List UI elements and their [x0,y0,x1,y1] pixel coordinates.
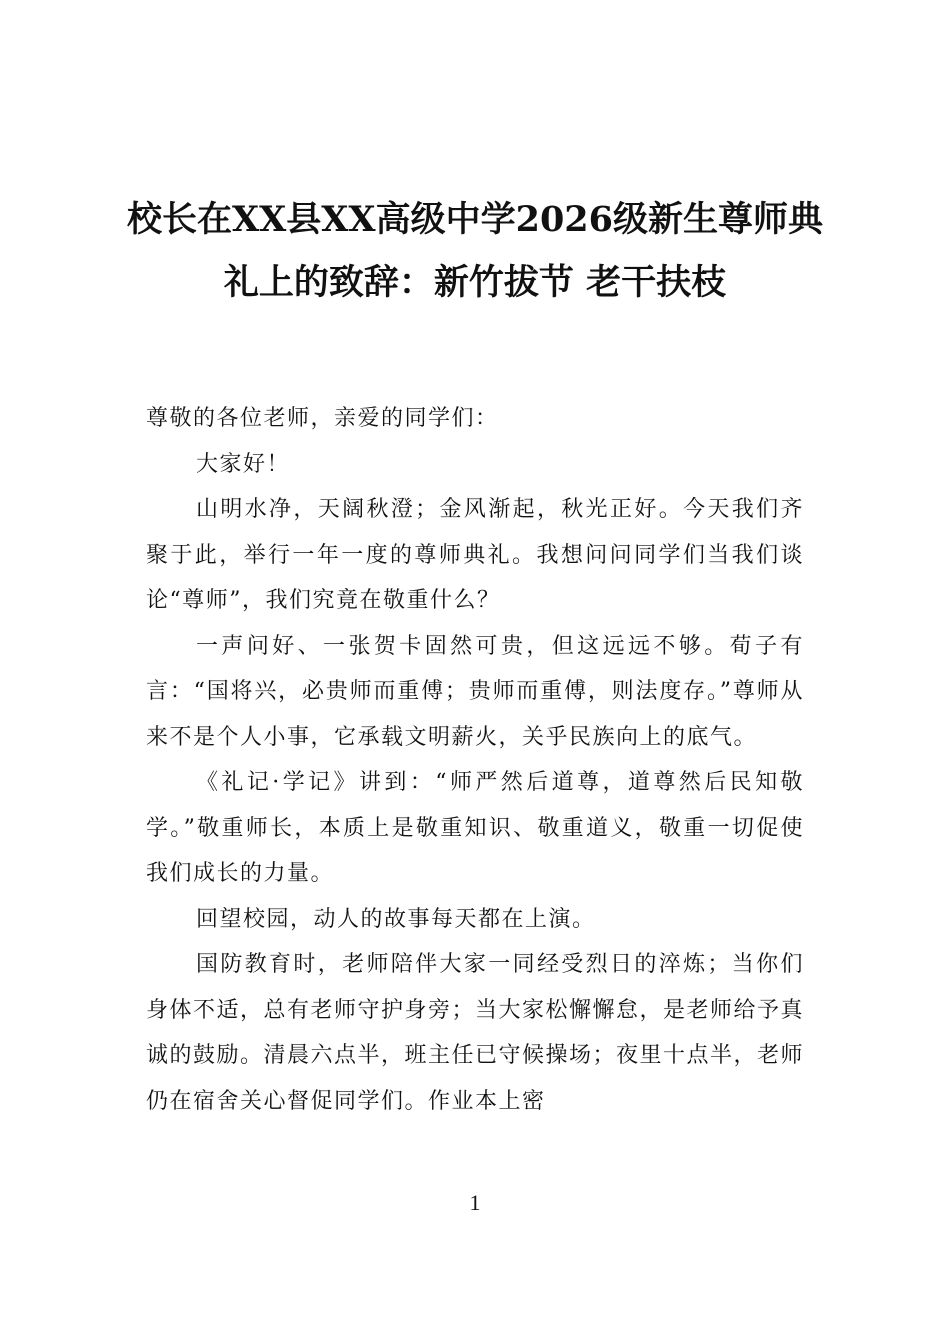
document-body [146,396,804,1124]
paragraph: 回望校园，动人的故事每天都在上演。 [196,906,596,932]
paragraph: 一声问好、一张贺卡固然可贵，但这远远不够。荀子有言：“国将兴，必贵师而重傅；贵师而重傅，则法度存。”尊师从来不是个人小事，它承载文明薪火，关乎民族向上的底气。 [146,633,804,750]
paragraph: 国防教育时，老师陪伴大家一同经受烈日的淬炼；当你们身体不适，总有老师守护身旁；当大家松懈懈怠，是老师给予真诚的鼓励。清晨六点半，班主任已守候操场；夜里十点半，老师仍在宿舍关心督促同学们。作业本上密 [146,952,805,1114]
paragraph: 大家好！ [196,451,291,477]
paragraph: 山明水净，天阔秋澄；金风渐起，秋光正好。今天我们齐聚于此，举行一年一度的尊师典礼。我想问问同学们当我们谈论“尊师”，我们究竟在敬重什么？ [146,497,804,613]
paragraph: 《礼记·学记》讲到：“师严然后道尊，道尊然后民知敬学。”敬重师长，本质上是敬重知识、敬重道义，敬重一切促使我们成长的力量。 [146,770,804,886]
page-number: 1 [469,1190,481,1215]
document-title: 校长在XX县XX高级中学2026级新生尊师典礼上的致辞：新竹拔节 老干扶枝 [126,199,824,303]
salutation: 尊敬的各位老师，亲爱的同学们： [146,406,499,431]
